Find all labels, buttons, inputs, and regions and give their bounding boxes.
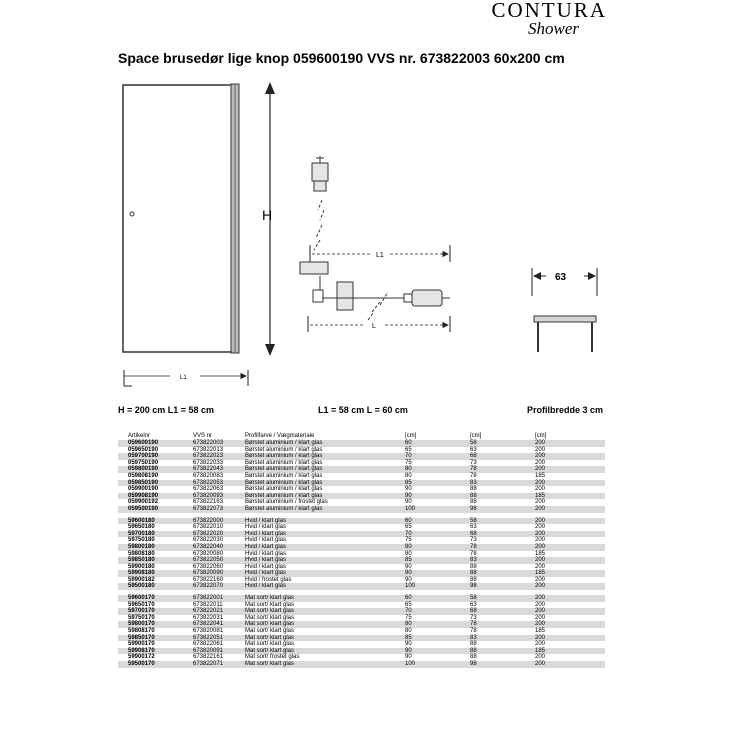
table-cell: Mat sort/ klart glas bbox=[245, 628, 295, 635]
table-cell: Mat sort/ klart glas bbox=[235, 635, 395, 642]
table-cell: 59750180 bbox=[128, 537, 155, 544]
table-cell: 059500190 bbox=[118, 506, 183, 513]
table-cell: Mat sort/ klart glas bbox=[235, 595, 395, 602]
table-cell: 60 bbox=[395, 440, 460, 447]
table-cell: 673820080 bbox=[193, 550, 224, 557]
table-cell: Hvid / klart glas bbox=[235, 518, 395, 525]
table-cell: Børstet aluminium / klart glas bbox=[245, 459, 323, 466]
table-cell: 185 bbox=[535, 628, 546, 635]
table-cell: Hvid / klart glas bbox=[235, 544, 395, 551]
table-cell: 90 bbox=[405, 654, 412, 661]
table-row bbox=[118, 473, 605, 480]
table-cell: 200 bbox=[525, 518, 605, 525]
table-cell: 90 bbox=[405, 563, 412, 570]
table-cell: 75 bbox=[405, 459, 412, 466]
table-cell: Hvid / klart glas bbox=[235, 531, 395, 538]
table-cell: 63 bbox=[470, 601, 477, 608]
table-cell: 78 bbox=[460, 466, 525, 473]
table-row bbox=[118, 577, 605, 584]
table-cell: Hvid / klart glas bbox=[245, 550, 287, 557]
table-cell: Mat sort/ klart glas bbox=[235, 621, 395, 628]
table-cell: 059750190 bbox=[128, 459, 159, 466]
table-cell: 59600180 bbox=[118, 518, 183, 525]
table-cell: 673822040 bbox=[183, 544, 235, 551]
table-cell: 85 bbox=[395, 635, 460, 642]
table-cell: 059700190 bbox=[118, 453, 183, 460]
table-cell: 73 bbox=[470, 537, 477, 544]
table-cell: 673822063 bbox=[193, 486, 224, 493]
table-cell: 90 bbox=[395, 648, 460, 655]
table-cell: 80 bbox=[395, 544, 460, 551]
table-cell: 200 bbox=[535, 614, 546, 621]
table-cell: 673822011 bbox=[193, 601, 223, 608]
table-cell: 200 bbox=[535, 537, 546, 544]
table-cell: Børstet aluminium / frostet glas bbox=[245, 499, 328, 506]
table-cell: 673822160 bbox=[193, 576, 224, 583]
table-cell: 200 bbox=[525, 608, 605, 615]
table-cell: 80 bbox=[405, 628, 412, 635]
table-cell: 673822051 bbox=[183, 635, 235, 642]
table-cell: 98 bbox=[460, 661, 525, 668]
table-cell: Børstet aluminium / klart glas bbox=[235, 506, 395, 513]
table-cell: Mat sort/ klart glas bbox=[235, 648, 395, 655]
table-cell: 59900180 bbox=[128, 563, 155, 570]
table-cell: 059900192 bbox=[128, 499, 159, 506]
table-cell: 85 bbox=[395, 557, 460, 564]
table-cell: 673822050 bbox=[183, 557, 235, 564]
plan-l-label: L bbox=[372, 323, 376, 330]
table-row bbox=[118, 499, 605, 506]
table-cell: 59808180 bbox=[128, 550, 155, 557]
table-cell: 673822021 bbox=[183, 608, 235, 615]
profile-section bbox=[532, 268, 597, 352]
table-cell: 85 bbox=[395, 480, 460, 487]
table-cell: Børstet aluminium / klart glas bbox=[245, 472, 323, 479]
col-header: Artikelnr bbox=[128, 432, 151, 439]
table-cell: 88 bbox=[470, 641, 477, 648]
table-cell: 673822161 bbox=[193, 654, 224, 661]
table-row bbox=[118, 648, 605, 655]
table-cell: 200 bbox=[525, 480, 605, 487]
table-cell: 63 bbox=[470, 524, 477, 531]
table-cell: 58 bbox=[460, 595, 525, 602]
table-cell: 83 bbox=[460, 635, 525, 642]
table-row bbox=[118, 595, 605, 602]
table-cell: 90 bbox=[405, 576, 412, 583]
table-row bbox=[118, 615, 605, 622]
table-cell: 59850180 bbox=[118, 557, 183, 564]
table-row bbox=[118, 551, 605, 558]
table-row bbox=[118, 654, 605, 661]
table-cell: 88 bbox=[460, 570, 525, 577]
table-cell: 059808190 bbox=[128, 472, 159, 479]
table-cell: 88 bbox=[470, 499, 477, 506]
dims-right: Profilbredde 3 cm bbox=[527, 405, 604, 415]
table-cell: Mat sort/ klart glas bbox=[245, 641, 295, 648]
table-cell: 78 bbox=[470, 550, 477, 557]
table-cell: Børstet aluminium / klart glas bbox=[235, 466, 395, 473]
table-row bbox=[118, 602, 605, 609]
table-cell: 90 bbox=[395, 493, 460, 500]
table-row bbox=[118, 447, 605, 454]
table-cell: 59800170 bbox=[118, 621, 183, 628]
table-cell: 90 bbox=[395, 570, 460, 577]
table-cell: 185 bbox=[525, 648, 605, 655]
table-cell: 88 bbox=[470, 654, 477, 661]
table-cell: 673822010 bbox=[193, 524, 224, 531]
table-row bbox=[118, 564, 605, 571]
table-cell: 059850190 bbox=[118, 480, 183, 487]
table-cell: Børstet aluminium / klart glas bbox=[235, 453, 395, 460]
table-cell: 200 bbox=[535, 524, 546, 531]
profile-label: 63 bbox=[555, 272, 567, 283]
plan-view bbox=[300, 156, 450, 332]
col-header: [cm] bbox=[405, 432, 417, 439]
table-cell: 673822060 bbox=[193, 563, 224, 570]
h-label: H bbox=[262, 207, 273, 223]
table-cell: 83 bbox=[460, 480, 525, 487]
table-cell: 059600190 bbox=[118, 440, 183, 447]
table-cell: 80 bbox=[405, 472, 412, 479]
table-cell: 185 bbox=[525, 570, 605, 577]
table-cell: 78 bbox=[470, 628, 477, 635]
table-cell: 200 bbox=[525, 621, 605, 628]
table-cell: 90 bbox=[405, 499, 412, 506]
col-header: VVS nr bbox=[193, 432, 213, 439]
table-header bbox=[118, 431, 605, 440]
table-cell: 059650190 bbox=[128, 446, 159, 453]
table-cell: 75 bbox=[405, 537, 412, 544]
table-cell: 58 bbox=[460, 518, 525, 525]
table-cell: 200 bbox=[525, 661, 605, 668]
table-row bbox=[118, 537, 605, 544]
table-row bbox=[118, 570, 605, 577]
table-cell: 60 bbox=[395, 518, 460, 525]
table-cell: 200 bbox=[525, 531, 605, 538]
table-cell: 673822030 bbox=[193, 537, 224, 544]
table-cell: 65 bbox=[405, 524, 412, 531]
table-cell: 59500180 bbox=[118, 583, 183, 590]
table-cell: 200 bbox=[525, 466, 605, 473]
table-cell: 200 bbox=[535, 563, 546, 570]
table-row bbox=[118, 453, 605, 460]
table-cell: 673822053 bbox=[183, 480, 235, 487]
table-cell: 200 bbox=[525, 635, 605, 642]
table-row bbox=[118, 440, 605, 447]
table-row bbox=[118, 486, 605, 493]
table-cell: 65 bbox=[405, 446, 412, 453]
table-cell: 59900182 bbox=[128, 576, 155, 583]
table-row bbox=[118, 460, 605, 467]
table-cell: Mat sort/ klart glas bbox=[235, 661, 395, 668]
col-header: [cm] bbox=[535, 432, 547, 439]
table-cell: 200 bbox=[525, 453, 605, 460]
table-row bbox=[118, 621, 605, 628]
table-cell: 59600170 bbox=[118, 595, 183, 602]
table-cell: Mat sort/ klart glas bbox=[245, 614, 295, 621]
table-row bbox=[118, 480, 605, 487]
table-cell: 673822033 bbox=[193, 459, 224, 466]
table-cell: 100 bbox=[395, 583, 460, 590]
dims-left: H = 200 cm L1 = 58 cm bbox=[118, 405, 215, 415]
table-cell: 68 bbox=[460, 608, 525, 615]
table-cell: 673822013 bbox=[193, 446, 224, 453]
table-cell: 200 bbox=[535, 446, 546, 453]
brand-sub: Shower bbox=[528, 19, 579, 38]
table-cell: 80 bbox=[405, 550, 412, 557]
table-cell: Mat sort/ frostet glas bbox=[245, 654, 300, 661]
table-cell: 200 bbox=[525, 583, 605, 590]
table-cell: 59700170 bbox=[118, 608, 183, 615]
table-cell: 185 bbox=[535, 472, 546, 479]
table-cell: 200 bbox=[535, 486, 546, 493]
table-cell: 059800190 bbox=[118, 466, 183, 473]
table-cell: 673822023 bbox=[183, 453, 235, 460]
table-cell: 59750170 bbox=[128, 614, 155, 621]
table-cell: Hvid / klart glas bbox=[235, 570, 395, 577]
table-cell: 673822031 bbox=[193, 614, 224, 621]
table-cell: 200 bbox=[535, 576, 546, 583]
table-row bbox=[118, 518, 605, 525]
table-row bbox=[118, 531, 605, 538]
table-cell: 185 bbox=[535, 550, 546, 557]
table-cell: 673822003 bbox=[183, 440, 235, 447]
table-cell: 59500170 bbox=[118, 661, 183, 668]
front-elevation bbox=[123, 82, 275, 386]
table-cell: 100 bbox=[395, 661, 460, 668]
table-row bbox=[118, 583, 605, 590]
table-cell: 98 bbox=[460, 506, 525, 513]
table-cell: 88 bbox=[470, 486, 477, 493]
table-cell: 059900190 bbox=[128, 486, 159, 493]
table-cell: 65 bbox=[405, 601, 412, 608]
table-cell: 673822061 bbox=[193, 641, 224, 648]
table-cell: 673822070 bbox=[183, 583, 235, 590]
table-cell: 673822073 bbox=[183, 506, 235, 513]
table-cell: 673822000 bbox=[183, 518, 235, 525]
table-cell: Hvid / klart glas bbox=[235, 583, 395, 590]
table-cell: 200 bbox=[525, 506, 605, 513]
brand-name: CONTURA bbox=[491, 0, 607, 22]
table-cell: 90 bbox=[405, 486, 412, 493]
table-cell: 673822041 bbox=[183, 621, 235, 628]
table-cell: 200 bbox=[535, 654, 546, 661]
table-cell: 200 bbox=[525, 595, 605, 602]
table-row bbox=[118, 466, 605, 473]
table-cell: 059908190 bbox=[118, 493, 183, 500]
table-cell: 75 bbox=[405, 614, 412, 621]
table-cell: Børstet aluminium / klart glas bbox=[245, 486, 323, 493]
table-cell: 88 bbox=[460, 648, 525, 655]
table-cell: 63 bbox=[470, 446, 477, 453]
table-row bbox=[118, 628, 605, 635]
col-header: Profilfarve / Vægmateriale bbox=[245, 432, 315, 439]
table-cell: 59908180 bbox=[118, 570, 183, 577]
table-row bbox=[118, 661, 605, 668]
table-cell: 200 bbox=[535, 601, 546, 608]
table-row bbox=[118, 544, 605, 551]
table-cell: Mat sort/ klart glas bbox=[245, 601, 295, 608]
table-row bbox=[118, 506, 605, 513]
table-cell: 98 bbox=[460, 583, 525, 590]
plan-l1-label: L1 bbox=[376, 252, 384, 259]
table-cell: Børstet aluminium / klart glas bbox=[245, 446, 323, 453]
table-cell: 200 bbox=[525, 440, 605, 447]
table-cell: 200 bbox=[525, 544, 605, 551]
table-cell: 70 bbox=[395, 608, 460, 615]
table-cell: 673820083 bbox=[193, 472, 224, 479]
table-cell: 59808170 bbox=[128, 628, 155, 635]
table-cell: 70 bbox=[395, 531, 460, 538]
table-cell: Mat sort/ klart glas bbox=[235, 608, 395, 615]
table-cell: 200 bbox=[535, 499, 546, 506]
table-cell: 80 bbox=[395, 621, 460, 628]
table-cell: 60 bbox=[395, 595, 460, 602]
table-row bbox=[118, 608, 605, 615]
table-cell: 673820081 bbox=[193, 628, 224, 635]
table-cell: 673822020 bbox=[183, 531, 235, 538]
table-cell: 68 bbox=[460, 453, 525, 460]
table-cell: 673820093 bbox=[183, 493, 235, 500]
table-cell: 673822001 bbox=[183, 595, 235, 602]
table-cell: 78 bbox=[460, 544, 525, 551]
table-cell: Hvid / klart glas bbox=[245, 524, 287, 531]
table-cell: 88 bbox=[460, 493, 525, 500]
table-cell: 59908170 bbox=[118, 648, 183, 655]
table-row bbox=[118, 524, 605, 531]
table-cell: Børstet aluminium / klart glas bbox=[235, 493, 395, 500]
dims-mid: L1 = 58 cm L = 60 cm bbox=[318, 405, 408, 415]
table-cell: 59800180 bbox=[118, 544, 183, 551]
table-cell: Hvid / klart glas bbox=[245, 537, 287, 544]
table-cell: 673820091 bbox=[183, 648, 235, 655]
table-cell: Hvid / klart glas bbox=[235, 557, 395, 564]
table-row bbox=[118, 493, 605, 500]
table-cell: Hvid / klart glas bbox=[245, 563, 287, 570]
table-cell: 80 bbox=[395, 466, 460, 473]
table-cell: 88 bbox=[470, 576, 477, 583]
table-row bbox=[118, 641, 605, 648]
table-cell: 673820090 bbox=[183, 570, 235, 577]
table-cell: 78 bbox=[460, 621, 525, 628]
table-cell: 673822071 bbox=[183, 661, 235, 668]
table-cell: 100 bbox=[395, 506, 460, 513]
table-cell: 73 bbox=[470, 459, 477, 466]
table-cell: Hvid / frostet glas bbox=[245, 576, 292, 583]
table-row bbox=[118, 635, 605, 642]
table-cell: Børstet aluminium / klart glas bbox=[235, 480, 395, 487]
table-cell: 59900170 bbox=[128, 641, 155, 648]
table-cell: 73 bbox=[470, 614, 477, 621]
table-cell: 88 bbox=[470, 563, 477, 570]
table-cell: 59700180 bbox=[118, 531, 183, 538]
table-cell: 58 bbox=[460, 440, 525, 447]
table-cell: 185 bbox=[525, 493, 605, 500]
table-cell: Børstet aluminium / klart glas bbox=[235, 440, 395, 447]
table-cell: 90 bbox=[405, 641, 412, 648]
table-row bbox=[118, 557, 605, 564]
spec-table bbox=[118, 431, 605, 668]
table-cell: 673822163 bbox=[193, 499, 224, 506]
col-header: [cm] bbox=[470, 432, 482, 439]
knob-icon bbox=[130, 212, 134, 216]
table-cell: 59650180 bbox=[128, 524, 155, 531]
table-cell: 68 bbox=[460, 531, 525, 538]
table-cell: 59650170 bbox=[128, 601, 155, 608]
table-cell: 78 bbox=[470, 472, 477, 479]
table-cell: 70 bbox=[395, 453, 460, 460]
page-title: Space brusedør lige knop 059600190 VVS nr. 673822003 60x200 cm bbox=[118, 50, 565, 66]
bottom-l1-label: L1 bbox=[180, 375, 187, 381]
table-cell: 673822043 bbox=[183, 466, 235, 473]
table-cell: 83 bbox=[460, 557, 525, 564]
table-cell: 200 bbox=[535, 641, 546, 648]
table-cell: 59850170 bbox=[118, 635, 183, 642]
table-cell: 200 bbox=[525, 557, 605, 564]
table-cell: 200 bbox=[535, 459, 546, 466]
table-cell: 59900172 bbox=[128, 654, 155, 661]
